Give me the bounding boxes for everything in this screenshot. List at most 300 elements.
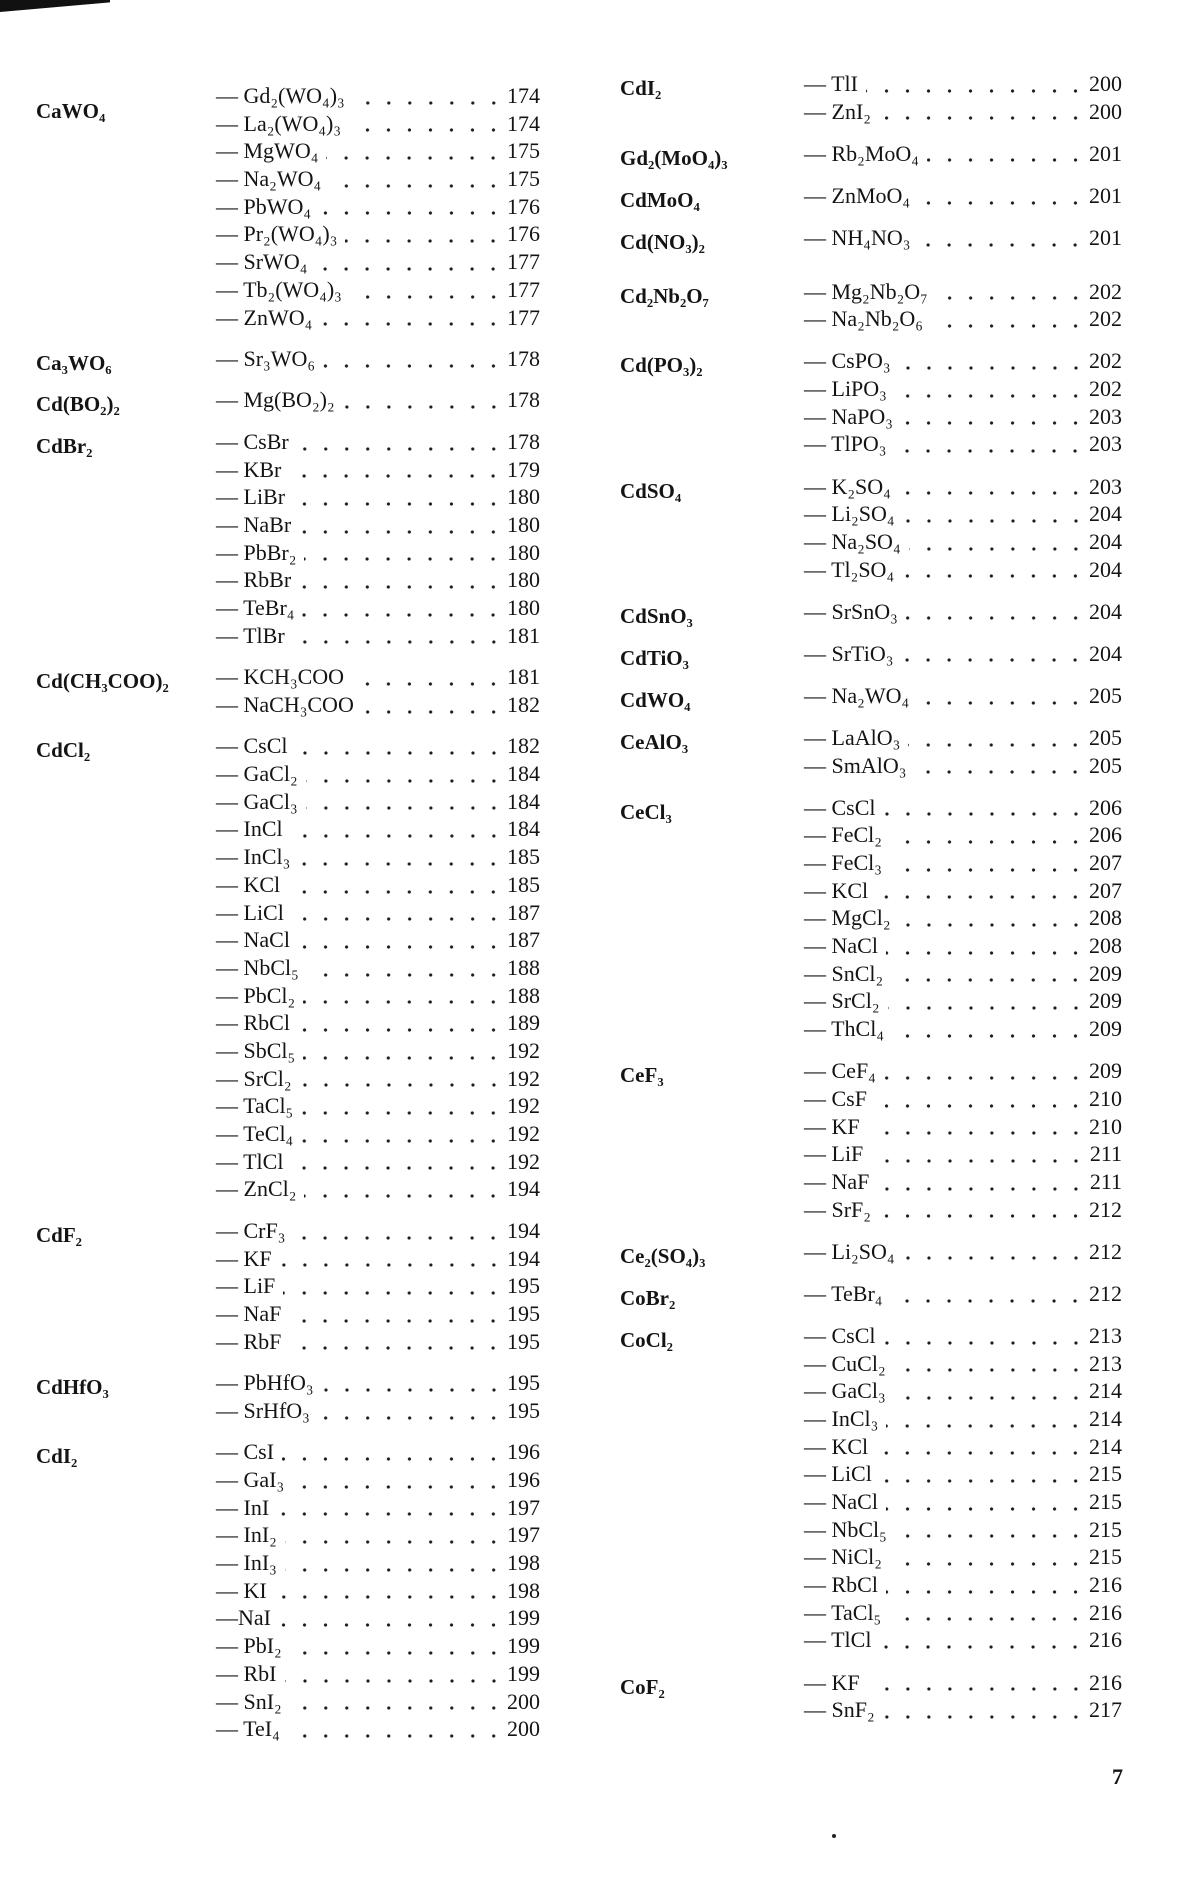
entry-formula: — GaCl₃	[804, 1378, 886, 1404]
entry-list	[804, 682, 1122, 710]
index-entry	[216, 511, 540, 539]
entry-formula: — SrTiO₃	[804, 640, 894, 666]
leader-dots	[352, 663, 504, 691]
entry-list	[804, 182, 1122, 210]
index-entry	[216, 691, 540, 719]
entry-page: 200	[1089, 98, 1122, 124]
entry-formula: — GaI₃	[216, 1467, 285, 1492]
entry-page: 194	[507, 1217, 540, 1243]
entry-formula: — Na₂Nb₂O₆	[804, 306, 923, 332]
leader-dots	[899, 473, 1086, 501]
index-group	[36, 663, 540, 718]
leader-dots	[886, 932, 1086, 960]
entry-formula: — SnF₂	[804, 1697, 875, 1723]
index-entry	[804, 1516, 1122, 1544]
entry-page: 177	[507, 276, 540, 302]
entry-page: 203	[1089, 403, 1122, 429]
entry-page: 192	[507, 1093, 540, 1119]
compound-label: CaWO₄	[36, 99, 106, 123]
leader-dots	[293, 622, 504, 650]
entry-page: 178	[507, 345, 540, 371]
index-entry	[216, 1175, 540, 1203]
entry-page: 212	[1089, 1280, 1122, 1306]
entry-formula: —NaI	[216, 1605, 271, 1631]
leader-dots	[349, 110, 504, 138]
compound-label: CdI₂	[620, 76, 662, 100]
entry-formula: — LiF	[216, 1273, 276, 1299]
index-entry	[804, 70, 1122, 98]
index-entry	[804, 752, 1122, 780]
entry-page: 195	[507, 1397, 540, 1423]
index-group	[620, 1057, 1122, 1223]
leader-dots	[927, 140, 1086, 168]
index-group	[620, 724, 1122, 779]
index-entry	[804, 1460, 1122, 1488]
index-entry	[216, 82, 540, 110]
index-entry	[804, 821, 1122, 849]
leader-dots	[871, 1140, 1087, 1168]
entry-formula: — TlCl	[804, 1627, 872, 1653]
index-entry	[216, 760, 540, 788]
compound-label: CdCl₂	[36, 738, 91, 763]
leader-dots	[889, 1599, 1086, 1627]
entry-formula: — KCl	[804, 1433, 869, 1459]
entry-page: 209	[1089, 988, 1122, 1014]
index-entry	[804, 682, 1122, 710]
entry-formula: — Mg₂Nb₂O₇	[804, 278, 928, 304]
leader-dots	[899, 904, 1086, 932]
index-entry	[216, 622, 540, 650]
leader-dots	[353, 82, 504, 110]
index-entry	[804, 1196, 1122, 1224]
entry-formula: — NbCl₅	[804, 1516, 887, 1542]
index-entry	[804, 500, 1122, 528]
entry-formula: — RbCl	[216, 1010, 290, 1036]
index-group	[620, 140, 1122, 168]
leader-dots	[298, 1009, 504, 1037]
entry-page: 177	[507, 304, 540, 330]
entry-page: 174	[507, 110, 540, 136]
index-entry	[804, 140, 1122, 168]
index-entry	[804, 1322, 1122, 1350]
entry-page: 208	[1089, 933, 1122, 959]
index-group	[36, 732, 540, 1203]
entry-page: 209	[1089, 1016, 1122, 1042]
entry-formula: — RbBr	[216, 567, 292, 593]
leader-dots	[890, 821, 1086, 849]
entry-formula: — CsI	[216, 1439, 275, 1465]
entry-formula: — ThCl₄	[804, 1016, 884, 1042]
entry-list	[804, 1280, 1122, 1308]
entry-page: 192	[507, 1148, 540, 1174]
leader-dots	[891, 960, 1086, 988]
entry-page: 182	[507, 733, 540, 759]
entry-formula: — SbCl₅	[216, 1037, 296, 1063]
index-entry	[216, 1397, 540, 1425]
leader-dots	[322, 1369, 504, 1397]
entry-formula: — InI₂	[216, 1522, 277, 1548]
entry-page: 201	[1089, 224, 1122, 250]
entry-formula: — MgCl₂	[804, 905, 891, 931]
entry-formula: — SnI₂	[216, 1688, 282, 1714]
leader-dots	[292, 1466, 504, 1494]
index-entry	[804, 1405, 1122, 1433]
entry-formula: — NaCl	[804, 933, 878, 959]
index-entry	[804, 987, 1122, 1015]
leader-dots	[326, 137, 504, 165]
leader-dots	[890, 1280, 1086, 1308]
leader-dots	[890, 849, 1086, 877]
entry-page: 180	[507, 484, 540, 510]
entry-formula: — RbI	[216, 1660, 277, 1686]
entry-list	[804, 794, 1122, 1043]
entry-formula: — TaCl₅	[804, 1599, 882, 1625]
leader-dots	[275, 1577, 504, 1605]
index-entry	[216, 843, 540, 871]
entry-formula: — GaCl₃	[216, 788, 298, 814]
leader-dots	[892, 1015, 1086, 1043]
entry-formula: — KF	[804, 1669, 860, 1695]
entry-formula: — LaAlO₃	[804, 724, 901, 750]
entry-page: 206	[1089, 822, 1122, 848]
entry-formula: — Gd₂(WO₄)₃	[216, 83, 345, 108]
index-entry	[216, 899, 540, 927]
leader-dots	[293, 1217, 504, 1245]
leader-dots	[290, 1688, 504, 1716]
compound-label: Cd(BO₂)₂	[36, 392, 120, 417]
compound-label: CoCl₂	[620, 1327, 673, 1352]
index-entry	[216, 1037, 540, 1065]
entry-formula: — SrF₂	[804, 1196, 871, 1222]
index-entry	[804, 375, 1122, 403]
entry-list	[804, 598, 1122, 626]
index-entry	[804, 904, 1122, 932]
index-group	[620, 473, 1122, 584]
entry-page: 194	[507, 1176, 540, 1202]
index-entry	[804, 1543, 1122, 1571]
entry-page: 197	[507, 1522, 540, 1548]
index-entry	[804, 932, 1122, 960]
index-entry	[216, 1604, 540, 1632]
entry-page: 213	[1089, 1350, 1122, 1376]
entry-formula: — FeCl₂	[804, 822, 882, 848]
leader-dots	[318, 1397, 504, 1425]
entry-page: 211	[1089, 1141, 1122, 1167]
index-group	[620, 682, 1122, 710]
index-entry	[804, 640, 1122, 668]
entry-formula: — Tb₂(WO₄)₃	[216, 276, 342, 302]
index-entry	[804, 556, 1122, 584]
leader-dots	[936, 278, 1086, 306]
index-group	[620, 224, 1122, 252]
entry-formula: — TeI₄	[216, 1716, 280, 1742]
entry-page: 188	[507, 954, 540, 980]
entry-page: 212	[1089, 1196, 1122, 1222]
leader-dots	[894, 430, 1086, 458]
compound-label: CeCl₃	[620, 799, 672, 824]
leader-dots	[888, 987, 1086, 1015]
entry-page: 200	[1089, 71, 1122, 96]
index-entry	[216, 304, 540, 332]
entry-page: 182	[507, 691, 540, 717]
entry-page: 214	[1089, 1433, 1122, 1459]
entry-page: 179	[507, 456, 540, 482]
index-entry	[804, 430, 1122, 458]
entry-formula: — CrF₃	[216, 1217, 286, 1243]
index-group	[620, 1280, 1122, 1308]
entry-formula: — KBr	[216, 456, 282, 482]
entry-page: 217	[1089, 1697, 1122, 1723]
entry-page: 204	[1089, 598, 1122, 624]
leader-dots	[290, 1632, 504, 1660]
compound-label: CeF₃	[620, 1063, 664, 1088]
entry-page: 214	[1089, 1405, 1122, 1431]
entry-page: 198	[507, 1550, 540, 1576]
index-entry	[804, 1696, 1122, 1724]
compound-label: Ce₂(SO₄)₃	[620, 1243, 706, 1268]
compound-label: CdSnO₃	[620, 603, 693, 628]
index-entry	[216, 1632, 540, 1660]
index-group	[620, 347, 1122, 458]
leader-dots	[868, 1113, 1086, 1141]
index-entry	[804, 960, 1122, 988]
index-entry	[216, 1577, 540, 1605]
entry-formula: — NbCl₅	[216, 954, 299, 980]
entry-list	[216, 345, 540, 373]
entry-formula: — KCH₃COO	[216, 664, 345, 690]
entry-formula: — TlCl	[216, 1148, 284, 1174]
leader-dots	[866, 70, 1086, 98]
entry-page: 212	[1089, 1238, 1122, 1264]
entry-list	[804, 640, 1122, 668]
index-entry	[804, 1571, 1122, 1599]
index-entry	[804, 1238, 1122, 1266]
entry-formula: — Na₂WO₄	[804, 682, 910, 708]
index-entry	[216, 1369, 540, 1397]
entry-formula: — Rb₂MoO₄	[804, 140, 919, 166]
entry-page: 204	[1089, 640, 1122, 666]
leader-dots	[300, 1065, 504, 1093]
entry-page: 216	[1089, 1669, 1122, 1695]
leader-dots	[886, 1405, 1086, 1433]
entry-formula: — TeBr₄	[216, 595, 295, 621]
leader-dots	[288, 1715, 504, 1743]
entry-page: 201	[1089, 140, 1122, 166]
entry-formula: — KF	[216, 1245, 272, 1271]
entry-page: 176	[507, 221, 540, 247]
entry-formula: — InCl	[216, 816, 283, 842]
leader-dots	[299, 511, 504, 539]
entry-formula: — La₂(WO₄)₃	[216, 110, 342, 136]
entry-page: 195	[507, 1300, 540, 1326]
index-group	[36, 1438, 540, 1743]
leader-dots	[304, 1175, 504, 1203]
index-entry	[804, 347, 1122, 375]
entry-list	[804, 1669, 1122, 1724]
entry-page: 203	[1089, 431, 1122, 457]
entry-page: 210	[1089, 1085, 1122, 1111]
entry-formula: — InI₃	[216, 1550, 277, 1576]
leader-dots	[280, 1245, 504, 1273]
entry-formula: — SrHfO₃	[216, 1397, 310, 1423]
entry-page: 202	[1089, 278, 1122, 304]
entry-page: 198	[507, 1577, 540, 1603]
index-entry	[804, 1057, 1122, 1085]
entry-formula: — KCl	[216, 871, 281, 897]
entry-page: 192	[507, 1037, 540, 1063]
entry-formula: — Li₂SO₄	[804, 1238, 895, 1264]
entry-page: 181	[507, 622, 540, 648]
entry-formula: — PbHfO₃	[216, 1370, 314, 1396]
compound-label: CdMoO₄	[620, 187, 700, 212]
compound-label: Cd₂Nb₂O₇	[620, 283, 709, 308]
entry-page: 205	[1089, 682, 1122, 708]
index-group	[620, 1669, 1122, 1724]
leader-dots	[283, 1272, 504, 1300]
index-entry	[216, 1521, 540, 1549]
index-group	[36, 1217, 540, 1355]
leader-dots	[293, 483, 504, 511]
entry-formula: — PbI₂	[216, 1633, 282, 1659]
entry-formula: — PbCl₂	[216, 982, 296, 1008]
entry-page: 184	[507, 788, 540, 814]
entry-formula: — Na₂SO₄	[804, 528, 901, 554]
entry-page: 185	[507, 871, 540, 897]
index-entry	[804, 528, 1122, 556]
leader-dots	[302, 594, 504, 622]
entry-page: 202	[1089, 348, 1122, 374]
leader-dots	[914, 752, 1086, 780]
index-entry	[804, 224, 1122, 252]
entry-formula: — Mg(BO₂)₂	[216, 387, 335, 413]
leader-dots	[282, 1438, 504, 1466]
leader-dots	[901, 403, 1086, 431]
entry-page: 180	[507, 567, 540, 593]
entry-page: 207	[1089, 877, 1122, 903]
index-entry	[804, 1140, 1122, 1168]
index-entry	[216, 1715, 540, 1743]
leader-dots	[884, 794, 1086, 822]
entry-list	[216, 732, 540, 1203]
entry-page: 215	[1089, 1516, 1122, 1542]
index-entry	[216, 1328, 540, 1356]
entry-formula: — SrCl₂	[804, 988, 880, 1014]
leader-dots	[879, 1626, 1086, 1654]
entry-formula: — CuCl₂	[804, 1350, 886, 1376]
entry-formula: — RbCl	[804, 1572, 878, 1598]
index-entry	[216, 982, 540, 1010]
index-entry	[216, 248, 540, 276]
leader-dots	[350, 276, 504, 304]
leader-dots	[901, 640, 1086, 668]
entry-formula: — PbWO₄	[216, 193, 312, 219]
index-entry	[804, 1488, 1122, 1516]
entry-formula: — ZnMoO₄	[804, 182, 911, 208]
entry-page: 194	[507, 1245, 540, 1271]
leader-dots	[285, 1521, 504, 1549]
entry-page: 216	[1089, 1627, 1122, 1653]
entry-formula: — SrCl₂	[216, 1065, 292, 1091]
entry-page: 195	[507, 1328, 540, 1354]
compound-label: CeAlO₃	[620, 729, 689, 754]
leader-dots	[319, 193, 504, 221]
entry-page: 195	[507, 1273, 540, 1299]
entry-page: 180	[507, 512, 540, 538]
leader-dots	[306, 788, 504, 816]
leader-dots	[298, 843, 504, 871]
leader-dots	[886, 1488, 1086, 1516]
index-entry	[216, 954, 540, 982]
entry-list	[216, 663, 540, 718]
index-group	[36, 345, 540, 373]
entry-formula: — SmAlO₃	[804, 752, 907, 778]
entry-page: 209	[1089, 1058, 1122, 1084]
index-entry	[804, 598, 1122, 626]
entry-page: 205	[1089, 724, 1122, 750]
entry-formula: — InCl₃	[216, 844, 291, 870]
entry-formula: — TeBr₄	[804, 1280, 883, 1306]
compound-label: CdSO₄	[620, 478, 682, 503]
index-entry	[216, 1494, 540, 1522]
index-entry	[804, 1085, 1122, 1113]
index-entry	[804, 473, 1122, 501]
index-entry	[216, 483, 540, 511]
compound-label: CdBr₂	[36, 433, 93, 458]
leader-dots	[884, 1322, 1086, 1350]
index-group	[620, 598, 1122, 626]
entry-list	[216, 386, 540, 414]
entry-page: 208	[1089, 905, 1122, 931]
index-entry	[804, 1669, 1122, 1697]
entry-page: 174	[507, 83, 540, 108]
entry-formula: — TlBr	[216, 622, 285, 648]
entry-page: 205	[1089, 752, 1122, 778]
entry-formula: — CsPO₃	[804, 348, 891, 374]
entry-formula: — SrSnO₃	[804, 598, 898, 624]
compound-label: Cd(NO₃)₂	[620, 229, 705, 254]
compound-label: CoF₂	[620, 1674, 665, 1699]
leader-dots	[298, 926, 504, 954]
index-entry	[216, 1245, 540, 1273]
compound-label: CdWO₄	[620, 687, 691, 712]
entry-formula: — K₂SO₄	[804, 473, 891, 499]
index-entry	[216, 594, 540, 622]
leader-dots	[879, 1196, 1086, 1224]
entry-page: 178	[507, 428, 540, 454]
index-entry	[216, 165, 540, 193]
entry-list	[804, 140, 1122, 168]
entry-page: 204	[1089, 556, 1122, 582]
index-entry	[804, 98, 1122, 126]
entry-formula: — CsBr	[216, 428, 289, 454]
leader-dots	[903, 1238, 1086, 1266]
leader-dots	[886, 1571, 1086, 1599]
index-entry	[216, 193, 540, 221]
entry-formula: — SrWO₄	[216, 249, 308, 275]
entry-page: 209	[1089, 960, 1122, 986]
index-group	[620, 70, 1122, 125]
leader-dots	[329, 165, 504, 193]
leader-dots	[895, 375, 1086, 403]
entry-page: 202	[1089, 306, 1122, 332]
leader-dots	[890, 1543, 1086, 1571]
leader-dots	[875, 1085, 1086, 1113]
scan-artifact	[0, 0, 110, 12]
index-entry	[216, 1549, 540, 1577]
entry-list	[216, 1369, 540, 1424]
index-entry	[804, 1377, 1122, 1405]
index-entry	[216, 1009, 540, 1037]
